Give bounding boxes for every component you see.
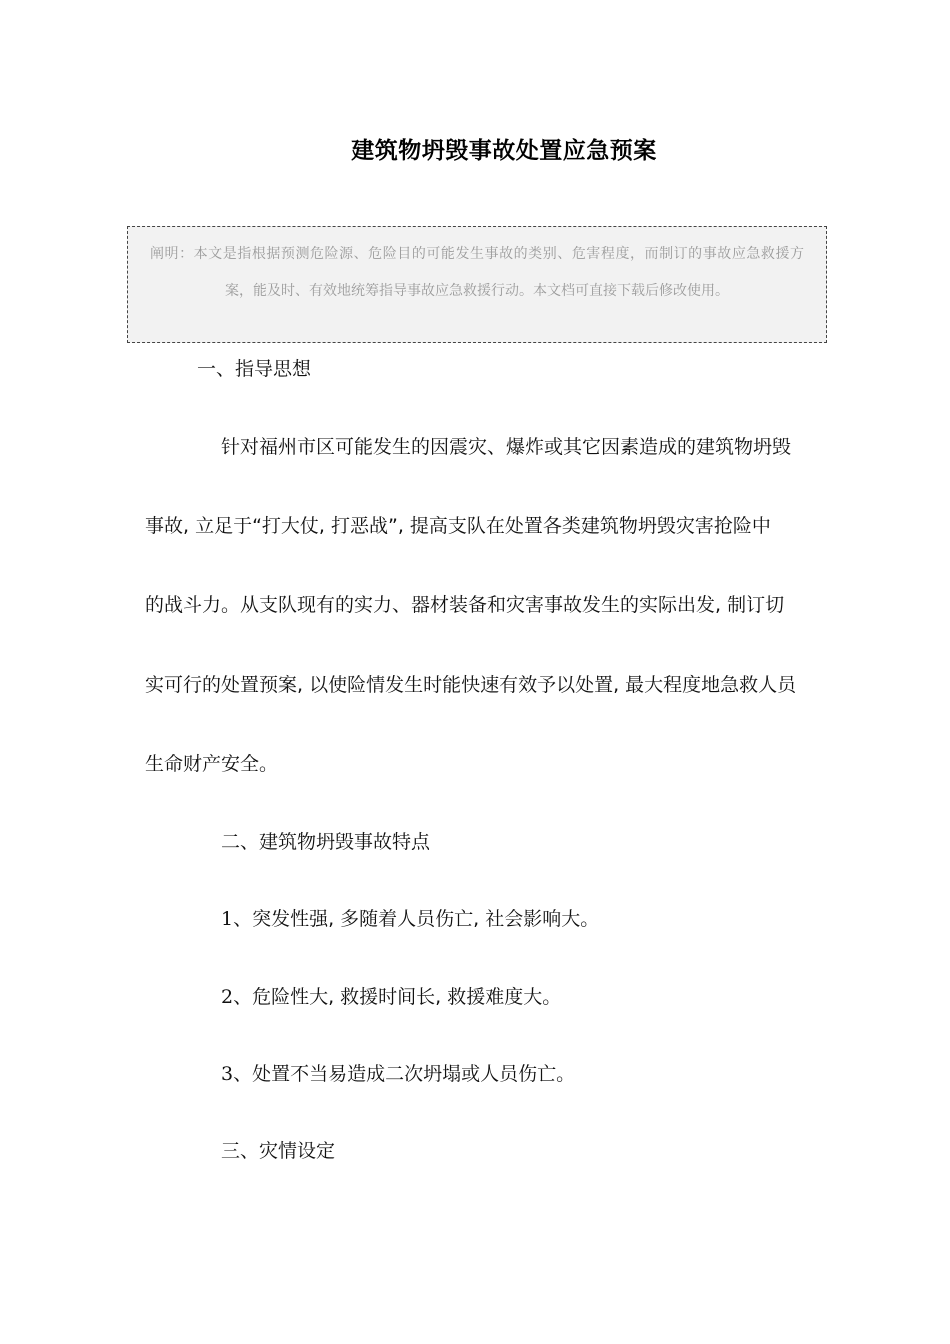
paragraph-line: 针对福州市区可能发生的因震灾、爆炸或其它因素造成的建筑物坍毁 — [221, 436, 792, 458]
section-heading-collapse-features: 二、建筑物坍毁事故特点 — [221, 831, 431, 853]
list-item-number: 1 — [221, 908, 234, 930]
section-heading-disaster-scenario: 三、灾情设定 — [221, 1140, 336, 1162]
list-item-number: 2 — [221, 986, 234, 1008]
notice-text: 阐明：本文是指根据预测危险源、危险目的可能发生事故的类别、危害程度，而制订的事故应急救援方案，能及时、有效地统筹指导事故应急救援行动。本文档可直接下载后修改使用。 — [150, 246, 804, 299]
list-item — [221, 1059, 575, 1086]
list-item-text: 、危险性大, 救援时间长, 救援难度大。 — [233, 986, 562, 1008]
section-heading-guiding-idea: 一、指导思想 — [197, 358, 312, 380]
list-item-text: 、处置不当易造成二次坍塌或人员伤亡。 — [233, 1063, 576, 1085]
paragraph-line: 实可行的处置预案, 以使险情发生时能快速有效予以处置, 最大程度地急救人员 — [145, 674, 797, 696]
notice-box — [127, 226, 827, 343]
document-title: 建筑物坍毁事故处置应急预案 — [351, 138, 657, 164]
list-item — [221, 904, 599, 931]
paragraph-line: 事故, 立足于“打大仗, 打恶战”, 提高支队在处置各类建筑物坍毁灾害抢险中 — [145, 515, 771, 537]
paragraph-line: 的战斗力。从支队现有的实力、器材装备和灾害事故发生的实际出发, 制订切 — [145, 594, 785, 616]
list-item-text: 、突发性强, 多随着人员伤亡, 社会影响大。 — [233, 908, 600, 930]
list-item-number: 3 — [221, 1063, 234, 1085]
list-item — [221, 982, 561, 1009]
paragraph-line: 生命财产安全。 — [145, 753, 279, 775]
